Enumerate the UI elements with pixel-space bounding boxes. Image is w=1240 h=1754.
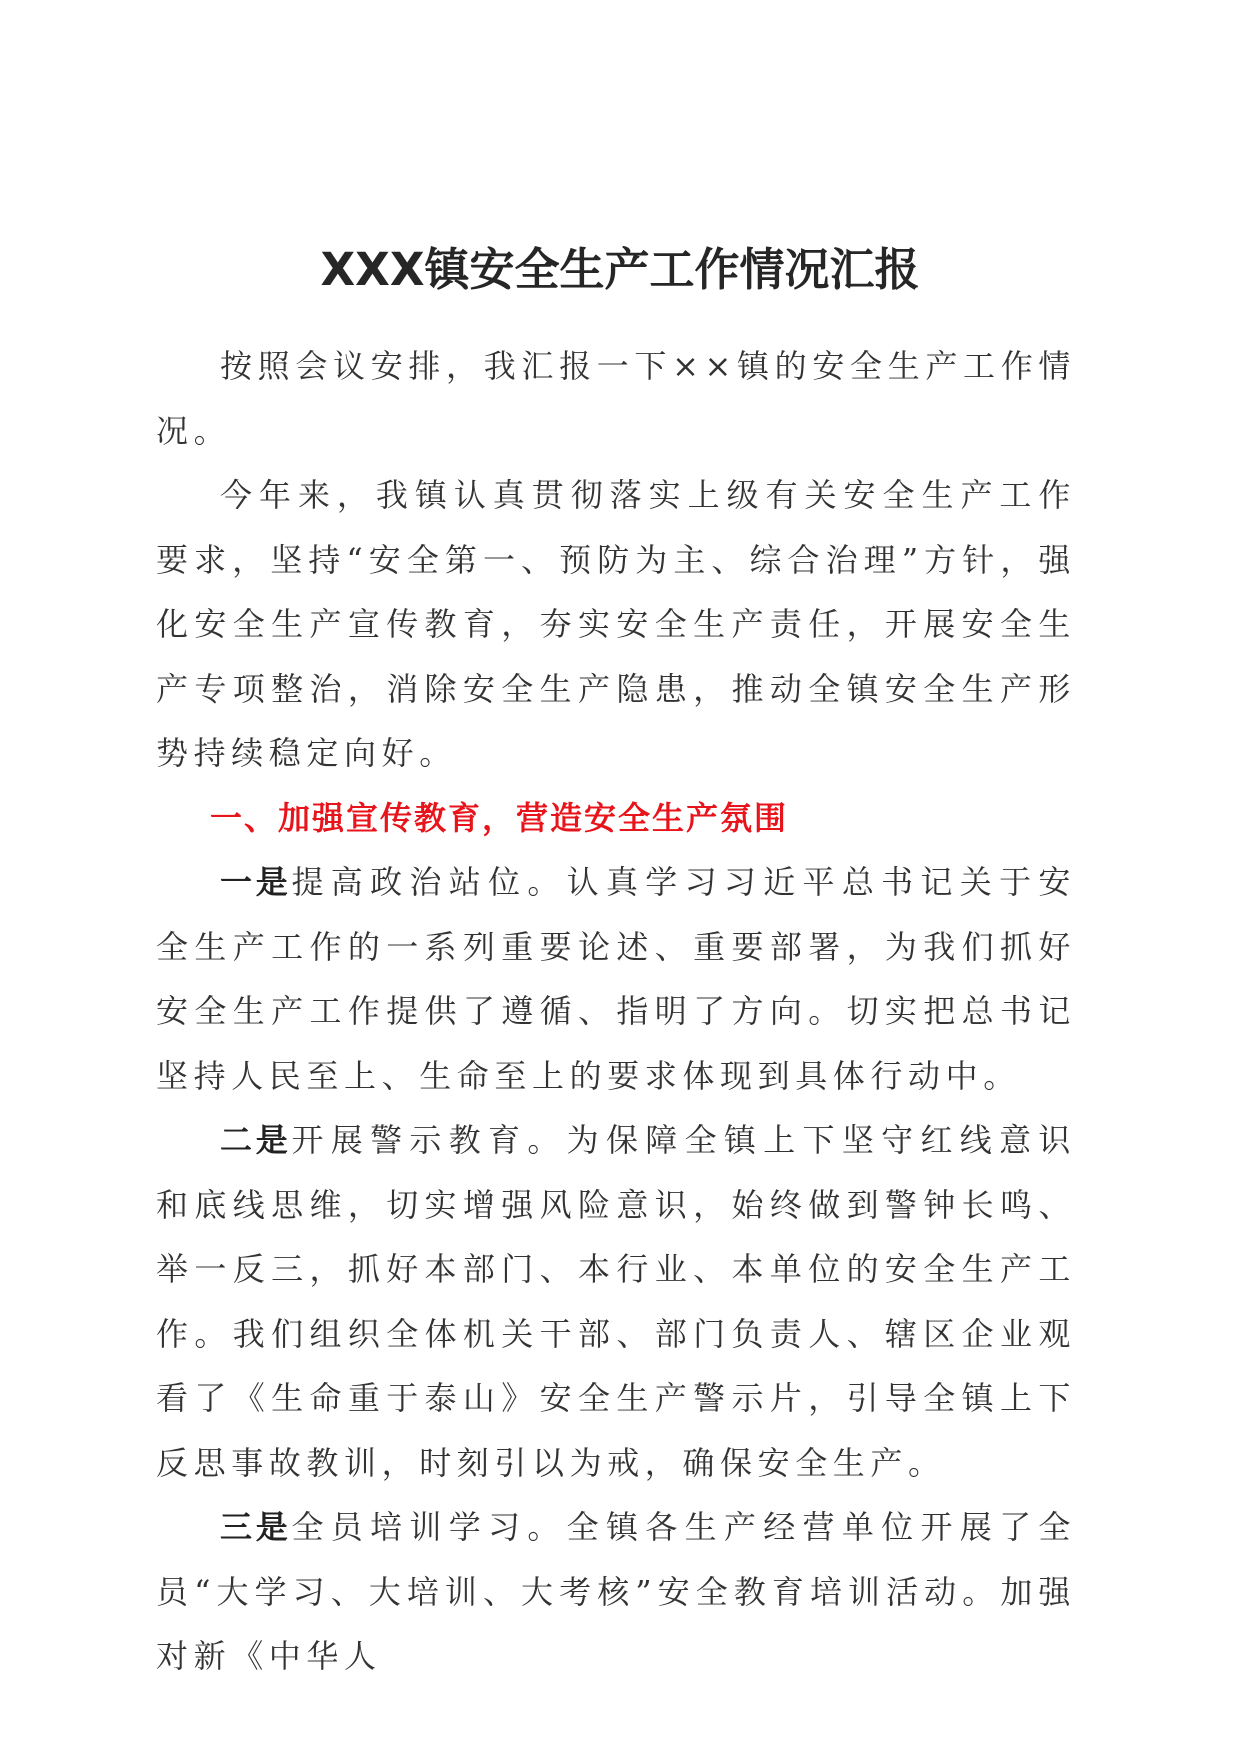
item-lead: 三是: [220, 1508, 292, 1546]
document-title: XXX镇安全生产工作情况汇报: [320, 243, 920, 296]
list-item: [156, 850, 1076, 1108]
item-text: 开展警示教育。为保障全镇上下坚守红线意识和底线思维，切实增强风险意识，始终做到警钟长鸣、举一反三，抓好本部门、本行业、本单位的安全生产工作。我们组织全体机关干部、部门负责人、辖区企业观看了《生命重于泰山》安全生产警示片，引导全镇上下反思事故教训，时刻引以为戒，确保安全生产。: [156, 1121, 1076, 1482]
section-heading: 一、加强宣传教育，营造安全生产氛围: [210, 798, 789, 837]
list-item: [156, 1495, 1076, 1689]
list-item: [156, 1108, 1076, 1495]
item-lead: 一是: [220, 863, 292, 901]
paragraph-text: 按照会议安排，我汇报一下××镇的安全生产工作情况。: [156, 347, 1076, 450]
item-text: 全员培训学习。全镇各生产经营单位开展了全员“大学习、大培训、大考核”安全教育培训活动。加强对新《中华人: [156, 1508, 1076, 1675]
item-text: 提高政治站位。认真学习习近平总书记关于安全生产工作的一系列重要论述、重要部署，为我们抓好安全生产工作提供了遵循、指明了方向。切实把总书记坚持人民至上、生命至上的要求体现到具体行动中。: [156, 863, 1076, 1095]
intro-paragraph: [156, 334, 1076, 463]
item-lead: 二是: [220, 1121, 292, 1159]
paragraph-text: 今年来，我镇认真贯彻落实上级有关安全生产工作要求，坚持“安全第一、预防为主、综合治理”方针，强化安全生产宣传教育，夯实安全生产责任，开展安全生产专项整治，消除安全生产隐患，推动全镇安全生产形势持续稳定向好。: [156, 476, 1076, 772]
document-body: [156, 334, 1076, 1689]
overview-paragraph: [156, 463, 1076, 786]
